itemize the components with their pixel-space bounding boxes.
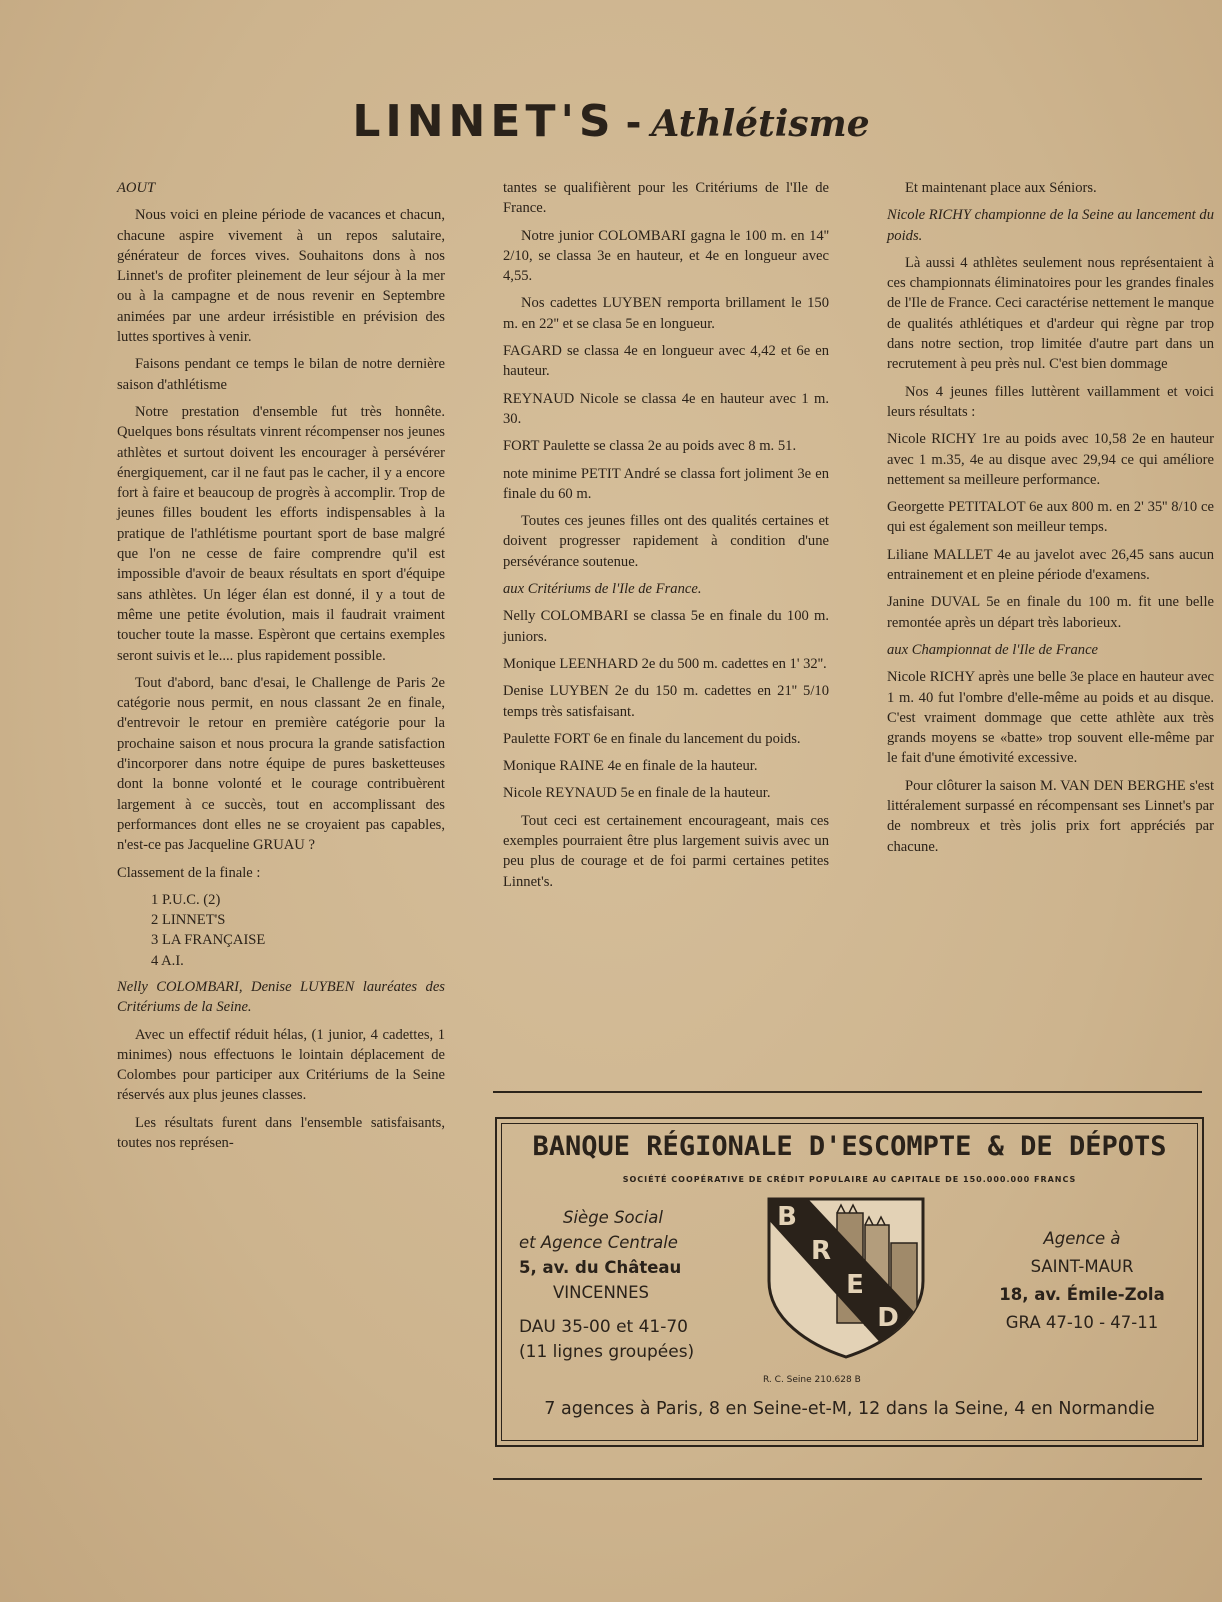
ad-right-line: 18, av. Émile-Zola	[999, 1285, 1165, 1304]
paragraph: Janine DUVAL 5e en finale du 100 m. fit une belle remontée après un départ très laborieux.	[887, 594, 1214, 631]
title-separator: -	[625, 101, 642, 145]
paragraph: Denise LUYBEN 2e du 150 m. cadettes en 21'' 5/10 temps très satisfaisant.	[503, 683, 829, 720]
article-column-1	[117, 178, 445, 1160]
paragraph: Paulette FORT 6e en finale du lancement du poids.	[503, 730, 801, 747]
ad-title: BANQUE RÉGIONALE D'ESCOMPTE & DE DÉPOTS	[532, 1131, 1167, 1162]
ranking-item: 2 LINNET'S	[151, 912, 226, 929]
logo-letter: B	[777, 1202, 797, 1232]
ad-footer: 7 agences à Paris, 8 en Seine-et-M, 12 dans la Seine, 4 en Normandie	[544, 1399, 1155, 1419]
paragraph: Avec un effectif réduit hélas, (1 junior, 4 cadettes, 1 minimes) nous effectuons le lointain déplacement de Colombes pour participer aux Critériums de la Seine réservés aux plus jeunes classes.	[117, 1026, 445, 1104]
logo-letter: D	[877, 1303, 899, 1333]
title-main: LINNET'S	[352, 96, 616, 147]
divider-bottom	[493, 1478, 1202, 1480]
paragraph: Georgette PETITALOT 6e aux 800 m. en 2' 35'' 8/10 ce qui est également son meilleur temps.	[887, 499, 1214, 536]
paragraph: Monique RAINE 4e en finale de la hauteur.	[503, 758, 758, 775]
paragraph: Notre junior COLOMBARI gagna le 100 m. en 14'' 2/10, se classa 3e en hauteur, et 4e en longueur avec 4,55.	[503, 227, 829, 285]
bank-advertisement	[495, 1117, 1204, 1447]
paragraph: Et maintenant place aux Séniors.	[905, 180, 1097, 196]
paragraph: Notre prestation d'ensemble fut très honnête. Quelques bons résultats vinrent récompenser nos jeunes athlètes et surtout doivent les encourager à persévérer énergiquement, car il ne faut pas le cacher, il y a encore fort à faire et beaucoup de progrès à accomplir. Trop de jeunes filles boudent les efforts indispensables à la pratique de l'athlétisme pourtant sport de base malgré que l'on ne cesse de faire comprendre qu'il est impossible d'avoir de beaux résultats en sport d'équipe sans athlètes. Un léger élan est donné, il y a tout de même une petite évolution, mais il faudrait vraiment toucher toute la masse. Espèront que certains exemples seront suivis et le.... plus rapidement possible.	[117, 403, 445, 664]
paragraph: FORT Paulette se classa 2e au poids avec 8 m. 51.	[503, 438, 797, 455]
subheading-criteriums: aux Critériums de l'Ile de France.	[503, 581, 702, 598]
subheading-laureates: Nelly COLOMBARI, Denise LUYBEN lauréates des Critériums de la Seine.	[117, 978, 445, 1016]
page-title	[0, 96, 1222, 147]
ad-right-line: Agence à	[1043, 1229, 1121, 1248]
bred-shield-logo	[765, 1195, 927, 1359]
paragraph: Pour clôturer la saison M. VAN DEN BERGHE s'est littéralement surpassé en récompensant ses Linnet's par de nombreux et très jolis prix fort appréciés par chacune.	[887, 777, 1214, 855]
paragraph: Nicole RICHY après une belle 3e place en hauteur avec 1 m. 40 fut l'ombre d'elle-même au poids et au disque. C'est vraiment dommage que cette athlète aux très grands moyens se «batte» trop souvent elle-même par le fait d'une émotivité excessive.	[887, 669, 1214, 767]
ad-left-line: VINCENNES	[553, 1283, 650, 1302]
subheading-championnat: aux Championnat de l'Ile de France	[887, 641, 1099, 658]
ranking-item: 3 LA FRANÇAISE	[151, 932, 266, 949]
ad-subtitle: SOCIÉTÉ COOPÉRATIVE DE CRÉDIT POPULAIRE AU CAPITALE DE 150.000.000 FRANCS	[622, 1175, 1077, 1184]
ad-left-line: (11 lignes groupées)	[519, 1342, 695, 1362]
paragraph: Là aussi 4 athlètes seulement nous représentaient à ces championnats éliminatoires pour les grandes finales de l'Ile de France. Ceci caractérise nettement le manque de qualités athlétiques et d'ardeur qui règne par trop dans notre section, trop limitée d'autre part dans un recrutement à peu près nul. C'est bien dommage	[887, 254, 1214, 373]
paragraph: REYNAUD Nicole se classa 4e en hauteur avec 1 m. 30.	[503, 390, 829, 427]
logo-letter: E	[846, 1270, 864, 1300]
paragraph: tantes se qualifièrent pour les Critériums de l'Ile de France.	[503, 180, 829, 217]
ranking-item: 4 A.I.	[151, 952, 184, 969]
ad-registration: R. C. Seine 210.628 B	[763, 1375, 861, 1385]
ad-left-line: et Agence Centrale	[519, 1233, 678, 1252]
ranking-list	[117, 890, 445, 971]
paragraph: Liliane MALLET 4e au javelot avec 26,45 sans aucun entrainement et en pleine période d'examens.	[887, 546, 1214, 584]
ad-head-office	[519, 1205, 739, 1365]
section-heading-aout: AOUT	[117, 180, 156, 196]
subheading-richy: Nicole RICHY championne de la Seine au lancement du poids.	[887, 207, 1214, 244]
paragraph: Nelly COLOMBARI se classa 5e en finale du 100 m. juniors.	[503, 608, 829, 645]
paragraph: Tout ceci est certainement encourageant, mais ces exemples pourraient être plus largement suivis avec un peu plus de courage et de foi parmi certaines petites Linnet's.	[503, 812, 829, 890]
ad-left-line: Siège Social	[563, 1208, 663, 1227]
ad-right-line: SAINT-MAUR	[1030, 1257, 1134, 1276]
paragraph: Nicole RICHY 1re au poids avec 10,58 2e en hauteur avec 1 m.35, 4e au disque avec 29,94 ce qui améliore nettement sa meilleure performance.	[887, 431, 1214, 488]
paragraph: FAGARD se classa 4e en longueur avec 4,42 et 6e en hauteur.	[503, 343, 829, 380]
paragraph: Faisons pendant ce temps le bilan de notre dernière saison d'athlétisme	[117, 356, 445, 393]
ranking-heading: Classement de la finale :	[117, 864, 261, 881]
paragraph: Nos 4 jeunes filles luttèrent vaillamment et voici leurs résultats :	[887, 383, 1214, 420]
ad-left-line: DAU 35-00 et 41-70	[519, 1317, 688, 1337]
paragraph: note minime PETIT André se classa fort joliment 3e en finale du 60 m.	[503, 465, 829, 502]
paragraph: Tout d'abord, banc d'esai, le Challenge de Paris 2e catégorie nous permit, en nous classant 2e en finale, d'entrevoir le retour en première catégorie pour la prochaine saison et nous procura la grande satisfaction d'incorporer dans notre équipe de pures basketteuses dont la bonne volonté et le courage contribuèrent largement à ce succès, tout en accomplissant des performances dont elles ne se croyaient pas capables, n'est-ce pas Jacqueline GRUAU ?	[117, 674, 445, 854]
ranking-item: 1 P.U.C. (2)	[151, 891, 221, 908]
title-script: Athlétisme	[651, 103, 870, 145]
paragraph: Monique LEENHARD 2e du 500 m. cadettes en 1' 32''.	[503, 655, 827, 672]
ad-right-line: GRA 47-10 - 47-11	[1005, 1313, 1159, 1332]
paragraph: Les résultats furent dans l'ensemble satisfaisants, toutes nos représen-	[117, 1114, 445, 1152]
paragraph: Nicole REYNAUD 5e en finale de la hauteur.	[503, 785, 771, 802]
paragraph: Toutes ces jeunes filles ont des qualités certaines et doivent progresser rapidement à condition d'une persévérance soutenue.	[503, 513, 829, 570]
paragraph: Nos cadettes LUYBEN remporta brillament le 150 m. en 22'' et se clasa 5e en longueur.	[503, 295, 829, 332]
article-column-3	[887, 178, 1214, 864]
divider-top	[493, 1091, 1202, 1093]
ad-branch-office	[967, 1225, 1197, 1337]
ad-left-line: 5, av. du Château	[519, 1258, 682, 1277]
paragraph: Nous voici en pleine période de vacances et chacun, chacune aspire vivement à un repos salutaire, générateur de forces vives. Souhaitons dons à nos Linnet's de profiter pleinement de leur séjour à la mer ou à la campagne et de nous revenir en Septembre animées par une ardeur irrésistible en prévision des luttes sportives à venir.	[117, 207, 445, 346]
article-column-2	[503, 178, 829, 899]
logo-letter: R	[810, 1236, 832, 1266]
